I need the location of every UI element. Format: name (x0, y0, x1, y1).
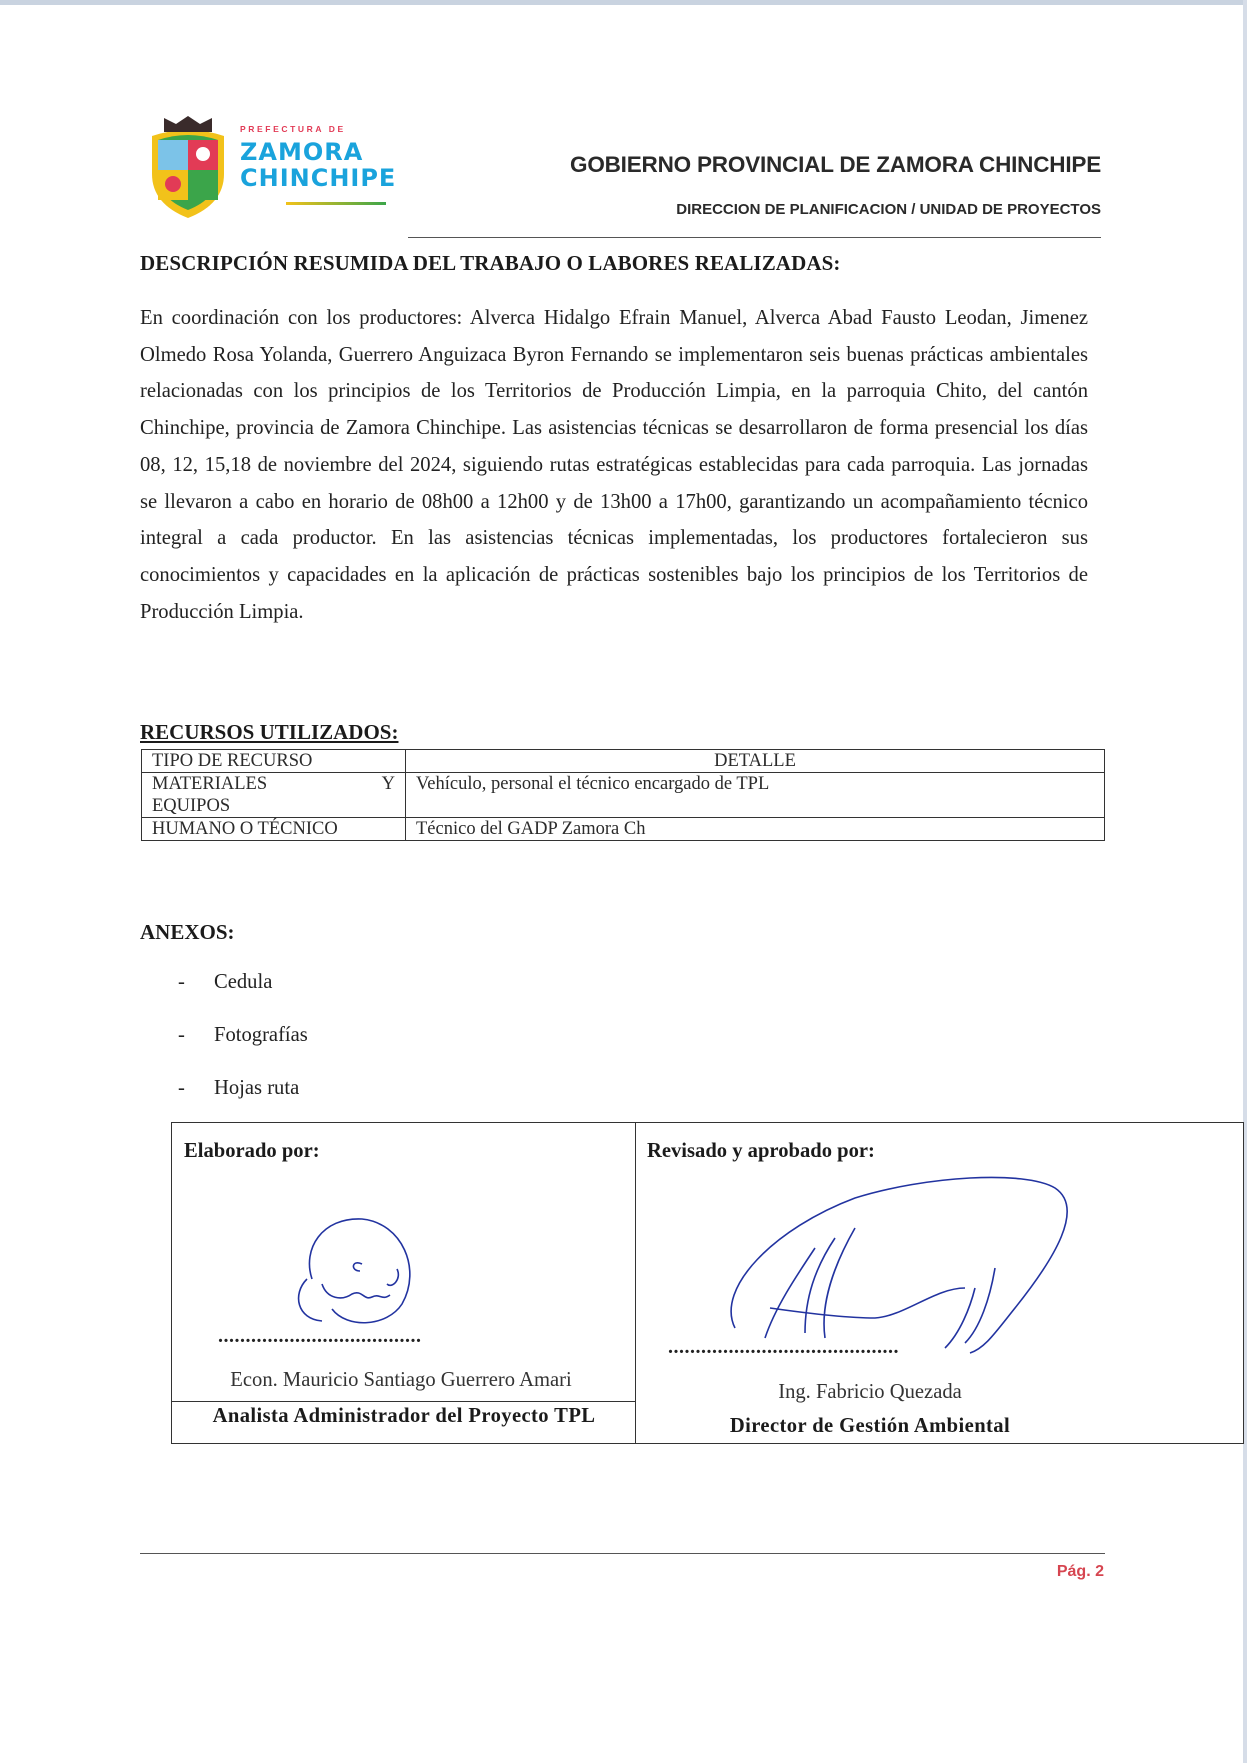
list-item-label: Fotografías (214, 1024, 308, 1046)
list-item (178, 1023, 308, 1076)
header-rule (408, 237, 1101, 238)
description-title: DESCRIPCIÓN RESUMIDA DEL TRABAJO O LABORES REALIZADAS: (140, 251, 841, 275)
signature-revisado (635, 1123, 1243, 1443)
logo-zamora-text: ZAMORA (240, 138, 364, 166)
revisado-role: Director de Gestión Ambiental (729, 1415, 1011, 1437)
logo-underline (286, 202, 386, 205)
signature-guerrero-drawing (252, 1209, 432, 1339)
table-row (142, 773, 1105, 818)
signature-line: ..................................... (218, 1325, 422, 1347)
tipo-materiales: MATERIALES (152, 774, 268, 794)
col-header-detalle: DETALLE (406, 750, 1105, 773)
table-cell-detalle: Técnico del GADP Zamora Ch (406, 818, 1105, 841)
list-bullet: - (178, 971, 185, 993)
table-cell-tipo (142, 773, 406, 818)
list-item (178, 970, 308, 1023)
recursos-title: RECURSOS UTILIZADOS: (140, 720, 399, 744)
logo-prefectura-text: PREFECTURA DE (240, 124, 346, 134)
table-row (142, 818, 1105, 841)
table-cell-tipo: HUMANO O TÉCNICO (142, 818, 406, 841)
signature-separator (172, 1401, 635, 1402)
signature-line: .......................................... (668, 1336, 899, 1358)
signature-table (171, 1122, 1244, 1444)
description-paragraph: En coordinación con los productores: Alverca Hidalgo Efrain Manuel, Alverca Abad Fausto Leodan, Jimenez Olmedo Rosa Yolanda, Guerrero Anguizaca Byron Fernando se implementaron seis buenas prácticas ambientales relacionadas con los principios de los Territorios de Producción Limpia, en la parroquia Chito, del cantón Chinchipe, provincia de Zamora Chinchipe. Las asistencias técnicas se desarrollaron de forma presencial los días 08, 12, 15,18 de noviembre del 2024, siguiendo rutas estratégicas establecidas para cada parroquia. Las jornadas se llevaron a cabo en horario de 08h00 a 12h00 y de 13h00 a 17h00, garantizando un acompañamiento técnico integral a cada productor. En las asistencias técnicas implementadas, los productores fortalecieron sus conocimientos y capacidades en la aplicación de prácticas sostenibles bajo los principios de los Territorios de Producción Limpia. (140, 307, 1088, 623)
tipo-equipos: EQUIPOS (152, 796, 231, 816)
list-item-label: Cedula (214, 971, 273, 993)
elaborado-heading: Elaborado por: (184, 1140, 320, 1162)
list-bullet: - (178, 1024, 185, 1046)
list-bullet: - (178, 1077, 185, 1099)
page-number: Pág. 2 (1056, 1563, 1104, 1580)
header-title: GOBIERNO PROVINCIAL DE ZAMORA CHINCHIPE (570, 152, 1101, 177)
revisado-name: Ing. Fabricio Quezada (778, 1381, 962, 1403)
table-header-row (142, 750, 1105, 773)
logo-chinchipe-text: CHINCHIPE (240, 164, 397, 192)
col-header-tipo: TIPO DE RECURSO (142, 750, 406, 773)
list-item-label: Hojas ruta (214, 1077, 300, 1099)
recursos-table (141, 749, 1105, 841)
table-cell-detalle: Vehículo, personal el técnico encargado de TPL (406, 773, 1105, 818)
page-right-border (1243, 0, 1247, 1763)
revisado-heading: Revisado y aprobado por: (647, 1140, 875, 1162)
anexos-title: ANEXOS: (140, 920, 235, 944)
header-subtitle: DIRECCION DE PLANIFICACION / UNIDAD DE PROYECTOS (676, 201, 1101, 218)
tipo-y: Y (381, 774, 395, 794)
page-top-border (0, 0, 1247, 5)
elaborado-name: Econ. Mauricio Santiago Guerrero Amari (230, 1369, 572, 1391)
anexos-list (178, 970, 308, 1129)
elaborado-role: Analista Administrador del Proyecto TPL (212, 1405, 596, 1427)
signature-elaborado (172, 1123, 636, 1443)
footer-rule (140, 1553, 1105, 1554)
